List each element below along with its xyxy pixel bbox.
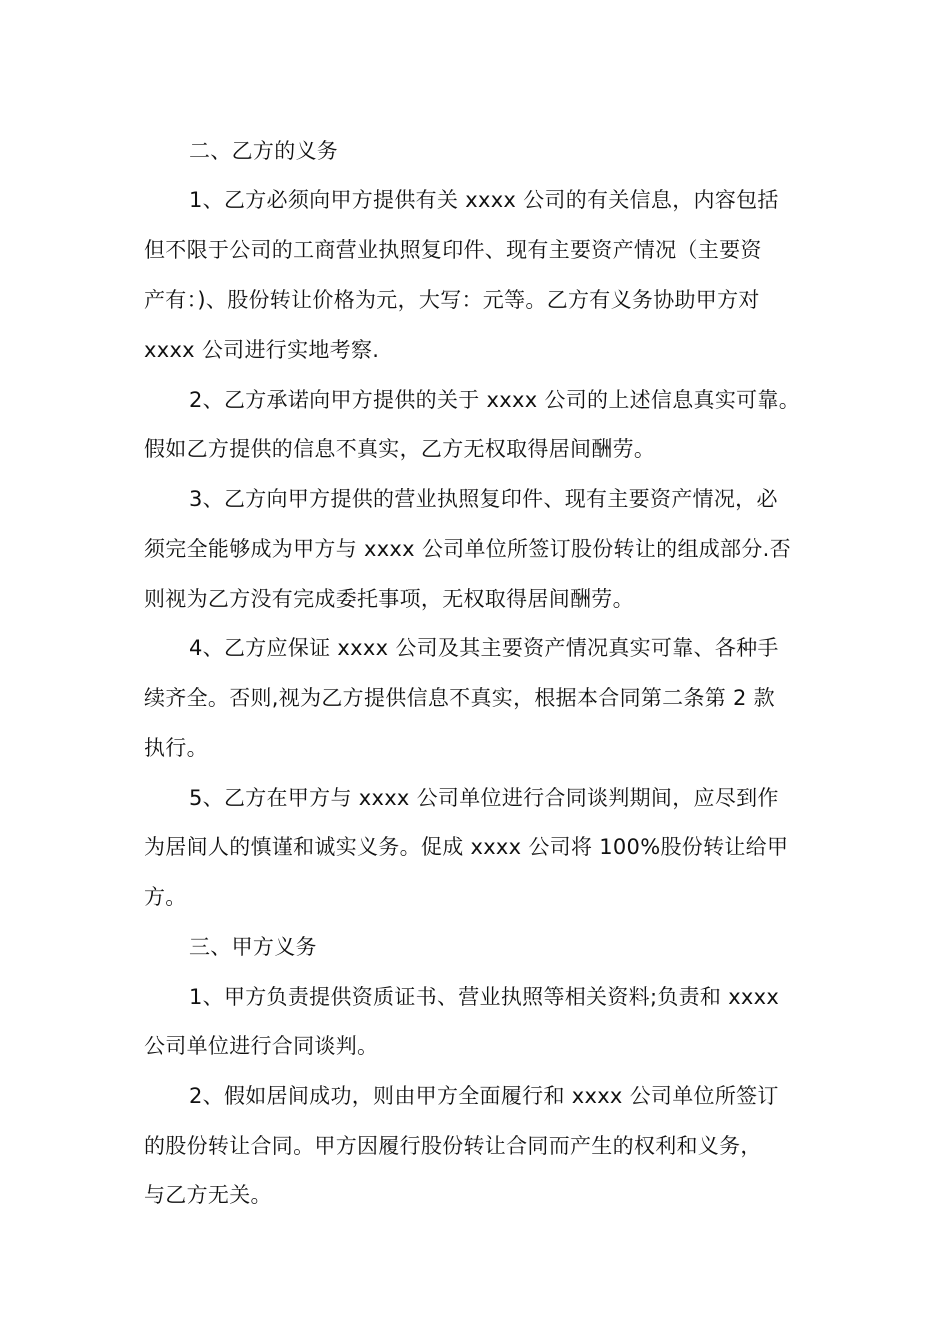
paragraph-line: 为居间人的慎谨和诚实义务。促成 xxxx 公司将 100%股份转让给甲 [144, 835, 789, 859]
paragraph-line: 则视为乙方没有完成委托事项，无权取得居间酬劳。 [144, 587, 634, 611]
paragraph-line: 方。 [144, 885, 187, 909]
paragraph-line: 假如乙方提供的信息不真实，乙方无权取得居间酬劳。 [144, 437, 656, 461]
paragraph-line: 5、乙方在甲方与 xxxx 公司单位进行合同谈判期间，应尽到作 [189, 786, 779, 810]
paragraph-line: 的股份转让合同。甲方因履行股份转让合同而产生的权利和义务， [144, 1134, 762, 1158]
paragraph-line: 须完全能够成为甲方与 xxxx 公司单位所签订股份转让的组成部分.否 [144, 537, 791, 561]
paragraph-line: 公司单位进行合同谈判。 [144, 1034, 379, 1058]
section-heading-party-b-obligations: 二、乙方的义务 [189, 139, 339, 163]
paragraph-line: 2、假如居间成功，则由甲方全面履行和 xxxx 公司单位所签订 [189, 1084, 779, 1108]
paragraph-line: 1、乙方必须向甲方提供有关 xxxx 公司的有关信息，内容包括 [189, 188, 779, 212]
paragraph-line: 2、乙方承诺向甲方提供的关于 xxxx 公司的上述信息真实可靠。 [189, 388, 801, 412]
paragraph-line: 1、甲方负责提供资质证书、营业执照等相关资料;负责和 xxxx [189, 985, 780, 1009]
paragraph-line: 执行。 [144, 736, 208, 760]
paragraph-line: 产有：)、股份转让价格为元，大写：元等。乙方有义务协助甲方对 [144, 288, 760, 312]
paragraph-line: 4、乙方应保证 xxxx 公司及其主要资产情况真实可靠、各种手 [189, 636, 779, 660]
section-heading-party-a-obligations: 三、甲方义务 [189, 935, 317, 959]
paragraph-line: 3、乙方向甲方提供的营业执照复印件、现有主要资产情况，必 [189, 487, 778, 511]
paragraph-line: xxxx 公司进行实地考察. [144, 338, 380, 362]
paragraph-line: 但不限于公司的工商营业执照复印件、现有主要资产情况（主要资 [144, 238, 762, 262]
paragraph-line: 与乙方无关。 [144, 1183, 272, 1207]
paragraph-line: 续齐全。否则,视为乙方提供信息不真实，根据本合同第二条第 2 款 [144, 686, 775, 710]
